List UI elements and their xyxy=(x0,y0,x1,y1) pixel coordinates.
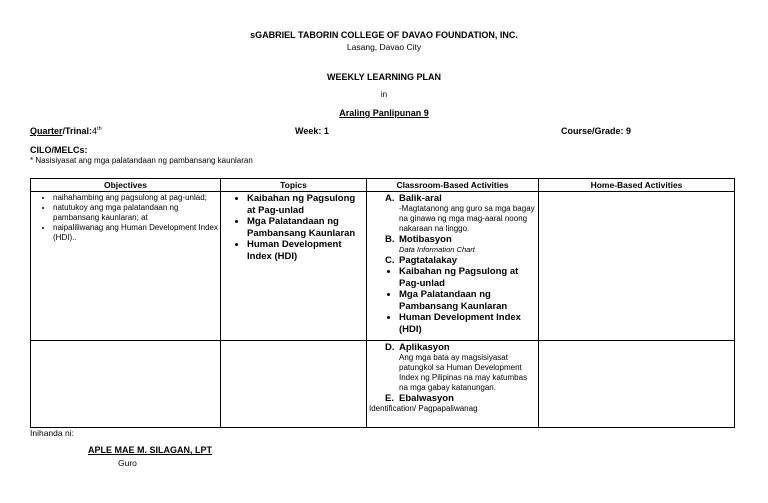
preparer-role: Guro xyxy=(118,458,137,468)
header-objectives: Objectives xyxy=(31,179,221,192)
activity-c-letter: C. xyxy=(385,255,395,266)
cilo-item: * Nasisiyasat ang mga palatandaan ng pambansang kaunlaran xyxy=(30,156,253,165)
activity-a-text: -Magtatanong ang guro sa mga bagay na ginawa ng mga mag-aaral noong nakaraan na linggo. xyxy=(399,204,535,233)
topics-cell-empty xyxy=(221,341,367,428)
topic-item: • Human Development Index (HDI) xyxy=(247,239,364,262)
week-info: Week: 1 xyxy=(295,126,329,136)
objectives-cell-empty xyxy=(31,341,221,428)
objective-item: • natutukoy ang mga palatandaan ng pambansang kaunlaran; at xyxy=(53,203,218,223)
home-activities-cell xyxy=(539,192,735,341)
course-info: Course/Grade: 9 xyxy=(561,126,632,136)
quarter-label: Quarter xyxy=(30,126,63,136)
learning-plan-table xyxy=(30,178,735,428)
header-home-activities: Home-Based Activities xyxy=(539,179,735,192)
topics-cell xyxy=(221,192,367,341)
home-activities-cell-2 xyxy=(539,341,735,428)
activity-e-title: Ebalwasyon xyxy=(399,393,454,404)
activity-a-title: Balik-aral xyxy=(399,193,442,204)
activity-d-title: Aplikasyon xyxy=(399,342,450,353)
activity-c-title: Pagtatalakay xyxy=(399,255,458,266)
subject-title: Araling Panlipunan 9 xyxy=(339,108,429,118)
objective-item: • naipaliliwanag ang Human Development Index (HDI).. xyxy=(53,223,218,243)
school-name: sGABRIEL TABORIN COLLEGE OF DAVAO FOUNDATION, INC. xyxy=(250,30,518,40)
quarter-info xyxy=(30,126,102,136)
activity-d-text: Ang mga bata ay magsisiyasat patungkol sa Human Development Index ng Pilipinas na may katumbas na mga gabay katanungan. xyxy=(399,353,528,392)
activity-e-text: Identification/ Pagpapaliwanag xyxy=(369,404,478,413)
preparer-name: APLE MAE M. SILAGAN, LPT xyxy=(88,445,213,455)
in-word: in xyxy=(380,90,388,99)
activity-e-letter: E. xyxy=(385,393,394,404)
activity-b-text: Data Information Chart xyxy=(399,245,475,254)
activity-c-item: • Mga Palatandaan ng Pambansang Kaunlaran xyxy=(399,289,536,312)
cilo-label: CILO/MELCs: xyxy=(30,145,88,155)
header-classroom-activities: Classroom-Based Activities xyxy=(367,179,539,192)
topic-item: • Mga Palatandaan ng Pambansang Kaunlaran xyxy=(247,216,364,239)
topic-item: • Kaibahan ng Pagsulong at Pag-unlad xyxy=(247,193,364,216)
classroom-activities-cell-2 xyxy=(367,341,539,428)
classroom-activities-cell xyxy=(367,192,539,341)
activity-d-letter: D. xyxy=(385,342,395,353)
trinal-label: /Trinal: xyxy=(62,126,93,136)
objective-item: • naihahambing ang pagsulong at pag-unlad; xyxy=(53,193,218,203)
quarter-value: 4 xyxy=(92,126,98,136)
prepared-by-label: Inihanda ni: xyxy=(30,428,74,438)
activity-e-heading xyxy=(369,393,536,404)
activity-b-letter: B. xyxy=(385,234,395,245)
header-topics: Topics xyxy=(221,179,367,192)
table-row xyxy=(31,192,735,341)
activity-a-letter: A. xyxy=(385,193,395,204)
activity-c-heading xyxy=(369,255,536,266)
quarter-sup: th xyxy=(97,126,102,132)
activity-c-item: • Human Development Index (HDI) xyxy=(399,312,536,335)
objectives-cell xyxy=(31,192,221,341)
table-header-row xyxy=(31,179,735,192)
activity-b-title: Motibasyon xyxy=(399,234,452,245)
activity-c-item: • Kaibahan ng Pagsulong at Pag-unlad xyxy=(399,266,536,289)
document-title: WEEKLY LEARNING PLAN xyxy=(326,72,441,82)
table-row xyxy=(31,341,735,428)
activity-b-heading xyxy=(369,234,536,245)
activity-d-heading xyxy=(369,342,536,353)
school-address: Lasang, Davao City xyxy=(346,42,422,52)
activity-a-heading xyxy=(369,193,536,204)
